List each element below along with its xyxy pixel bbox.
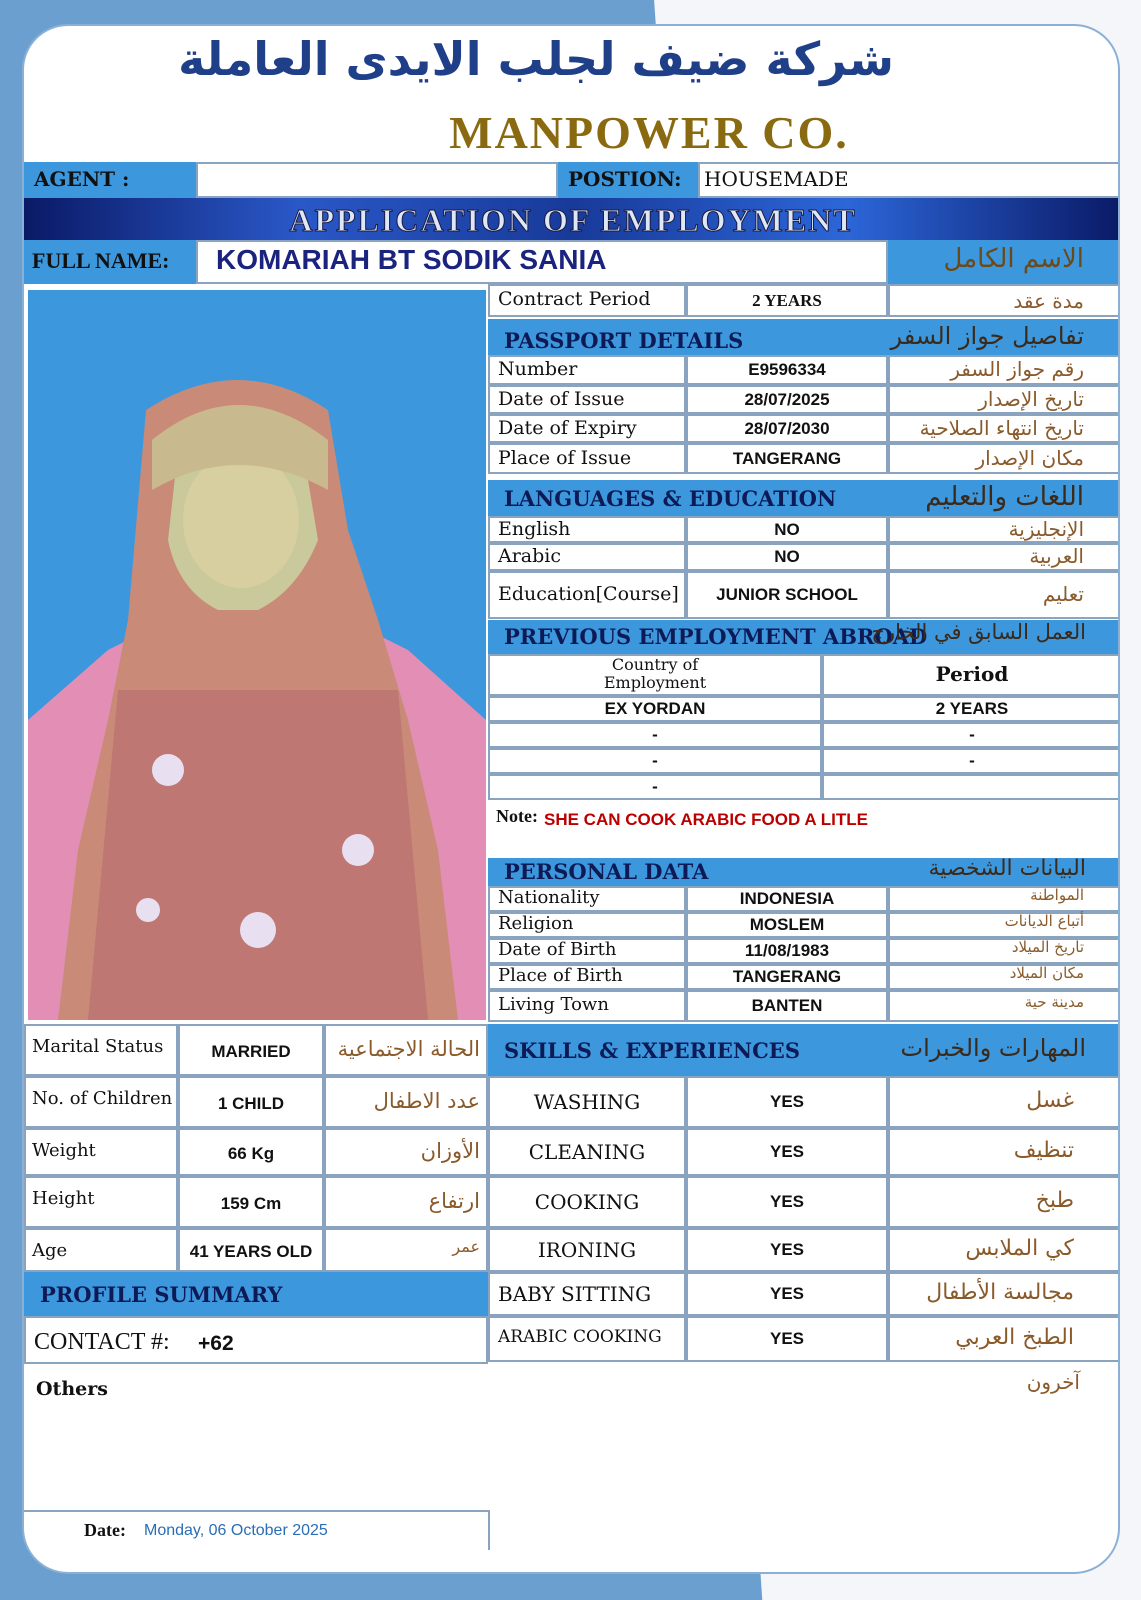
employment-period: - bbox=[969, 725, 975, 744]
contract-period-label: Contract Period bbox=[498, 288, 651, 310]
skill-value: YES bbox=[769, 1092, 805, 1111]
skill-label: BABY SITTING bbox=[498, 1282, 652, 1306]
skill-label: ARABIC COOKING bbox=[498, 1327, 662, 1347]
detail-label: No. of Children bbox=[32, 1088, 173, 1109]
employment-period-header: Period bbox=[935, 662, 1009, 686]
employment-country-header: Country of Employment bbox=[603, 655, 707, 692]
skill-arabic: كي الملابس bbox=[965, 1236, 1074, 1261]
agent-label: AGENT : bbox=[34, 167, 130, 191]
passport-row-label: Date of Issue bbox=[498, 387, 625, 410]
employment-country: EX YORDAN bbox=[604, 699, 706, 718]
note-text: SHE CAN COOK ARABIC FOOD A LITLE bbox=[544, 810, 868, 829]
passport-row-value: TANGERANG bbox=[732, 448, 842, 468]
employment-period: 2 YEARS bbox=[935, 699, 1009, 718]
detail-value: MARRIED bbox=[211, 1042, 291, 1061]
others-arabic: آخرون bbox=[1026, 1370, 1080, 1394]
contact-value: +62 bbox=[198, 1332, 234, 1355]
language-row-label: English bbox=[498, 517, 571, 540]
form-title: APPLICATION OF EMPLOYMENT bbox=[289, 202, 857, 238]
passport-section-arabic: تفاصيل جواز السفر bbox=[890, 322, 1084, 350]
company-english-name: MANPOWER CO. bbox=[449, 107, 849, 158]
employment-section-title: PREVIOUS EMPLOYMENT ABROAD bbox=[504, 624, 928, 649]
personal-row-value: BANTEN bbox=[751, 996, 823, 1015]
personal-row-label: Living Town bbox=[498, 994, 609, 1015]
skill-value: YES bbox=[769, 1240, 805, 1259]
language-row-value: JUNIOR SCHOOL bbox=[716, 585, 858, 604]
personal-row-label: Religion bbox=[498, 913, 574, 934]
personal-row-arabic: أتباع الديانات bbox=[1004, 912, 1084, 930]
personal-row-value: TANGERANG bbox=[732, 967, 842, 986]
profile-summary-title: PROFILE SUMMARY bbox=[40, 1282, 283, 1307]
passport-row-value: 28/07/2025 bbox=[744, 389, 830, 409]
full-name-value: KOMARIAH BT SODIK SANIA bbox=[216, 244, 607, 275]
applicant-photo bbox=[28, 290, 486, 1020]
skill-value: YES bbox=[769, 1284, 805, 1303]
personal-section-title: PERSONAL DATA bbox=[504, 859, 709, 884]
passport-row-arabic: تاريخ انتهاء الصلاحية bbox=[919, 415, 1084, 440]
passport-row-arabic: مكان الإصدار bbox=[975, 445, 1084, 470]
personal-row-label: Date of Birth bbox=[498, 939, 617, 960]
detail-label: Marital Status bbox=[32, 1036, 164, 1057]
others-label: Others bbox=[36, 1378, 108, 1400]
personal-row-label: Nationality bbox=[498, 887, 600, 908]
company-arabic-name: شركة ضيف لجلب الايدى العاملة bbox=[178, 32, 894, 86]
detail-value: 1 CHILD bbox=[217, 1094, 285, 1113]
full-name-arabic: الاسم الكامل bbox=[943, 244, 1084, 274]
language-row-arabic: الإنجليزية bbox=[1008, 516, 1084, 541]
passport-section-title: PASSPORT DETAILS bbox=[504, 328, 744, 353]
detail-arabic: عمر bbox=[452, 1237, 480, 1256]
cell-border bbox=[822, 774, 1120, 800]
detail-value: 41 YEARS OLD bbox=[189, 1242, 313, 1261]
application-card bbox=[22, 24, 1120, 1574]
date-value: Monday, 06 October 2025 bbox=[144, 1522, 328, 1539]
detail-value: 159 Cm bbox=[220, 1194, 282, 1213]
contact-label: CONTACT #: bbox=[34, 1329, 170, 1355]
skills-section-arabic: المهارات والخبرات bbox=[900, 1034, 1086, 1062]
personal-section-arabic: البيانات الشخصية bbox=[928, 856, 1086, 881]
skill-label: IRONING bbox=[537, 1238, 637, 1262]
employment-period: - bbox=[969, 751, 975, 770]
skill-value: YES bbox=[769, 1192, 805, 1211]
contract-period-value: 2 YEARS bbox=[752, 291, 822, 310]
passport-row-value: 28/07/2030 bbox=[744, 418, 830, 438]
detail-value: 66 Kg bbox=[227, 1144, 275, 1163]
detail-arabic: عدد الاطفال bbox=[373, 1089, 480, 1113]
date-label: Date: bbox=[84, 1520, 126, 1540]
employment-section-arabic: العمل السابق في الخارج bbox=[871, 620, 1086, 644]
personal-row-arabic: مدينة حية bbox=[1024, 993, 1084, 1011]
passport-row-label: Place of Issue bbox=[498, 446, 632, 469]
personal-row-arabic: تاريخ الميلاد bbox=[1011, 938, 1084, 956]
detail-label: Weight bbox=[32, 1140, 96, 1161]
skill-arabic: طبخ bbox=[1035, 1188, 1074, 1213]
language-row-arabic: العربية bbox=[1029, 544, 1084, 568]
passport-row-label: Date of Expiry bbox=[498, 416, 637, 439]
language-row-value: NO bbox=[774, 519, 800, 539]
personal-row-arabic: المواطنة bbox=[1030, 886, 1084, 904]
employment-country: - bbox=[652, 751, 658, 770]
skill-arabic: الطبخ العربي bbox=[955, 1325, 1074, 1350]
employment-country: - bbox=[652, 777, 658, 796]
languages-section-title: LANGUAGES & EDUCATION bbox=[504, 486, 837, 511]
personal-row-arabic: مكان الميلاد bbox=[1009, 964, 1084, 982]
passport-row-arabic: رقم جواز السفر bbox=[950, 357, 1084, 381]
skill-arabic: تنظيف bbox=[1013, 1138, 1074, 1163]
skill-value: YES bbox=[769, 1329, 805, 1348]
personal-row-value: INDONESIA bbox=[739, 889, 835, 908]
skill-label: CLEANING bbox=[528, 1140, 646, 1164]
contract-period-arabic: مدة عقد bbox=[1013, 289, 1084, 313]
language-row-label: Education[Course] bbox=[498, 583, 679, 605]
language-row-value: NO bbox=[774, 547, 800, 566]
position-value: HOUSEMADE bbox=[704, 167, 849, 191]
language-row-arabic: تعليم bbox=[1042, 582, 1084, 606]
agent-field bbox=[196, 162, 558, 198]
employment-country: - bbox=[652, 725, 658, 744]
skill-arabic: غسل bbox=[1026, 1088, 1074, 1113]
note-label: Note: bbox=[496, 806, 538, 826]
personal-row-label: Place of Birth bbox=[498, 965, 623, 986]
detail-label: Height bbox=[32, 1188, 95, 1209]
skill-arabic: مجالسة الأطفال bbox=[926, 1280, 1074, 1305]
passport-row-value: E9596334 bbox=[748, 360, 826, 379]
full-name-label: FULL NAME: bbox=[32, 248, 170, 273]
position-label: POSTION: bbox=[568, 167, 682, 191]
detail-arabic: الحالة الاجتماعية bbox=[337, 1037, 480, 1061]
passport-row-arabic: تاريخ الإصدار bbox=[978, 386, 1084, 411]
skill-label: WASHING bbox=[533, 1090, 641, 1114]
language-row-label: Arabic bbox=[498, 545, 562, 567]
detail-label: Age bbox=[32, 1240, 68, 1261]
skills-section-title: SKILLS & EXPERIENCES bbox=[504, 1038, 800, 1063]
personal-row-value: MOSLEM bbox=[749, 915, 825, 934]
personal-row-value: 11/08/1983 bbox=[744, 941, 830, 960]
detail-arabic: الأوزان bbox=[420, 1139, 480, 1163]
passport-row-label: Number bbox=[498, 358, 578, 380]
skill-value: YES bbox=[769, 1142, 805, 1161]
languages-section-arabic: اللغات والتعليم bbox=[925, 482, 1084, 512]
detail-arabic: ارتفاع bbox=[428, 1189, 480, 1213]
skill-label: COOKING bbox=[534, 1190, 640, 1214]
